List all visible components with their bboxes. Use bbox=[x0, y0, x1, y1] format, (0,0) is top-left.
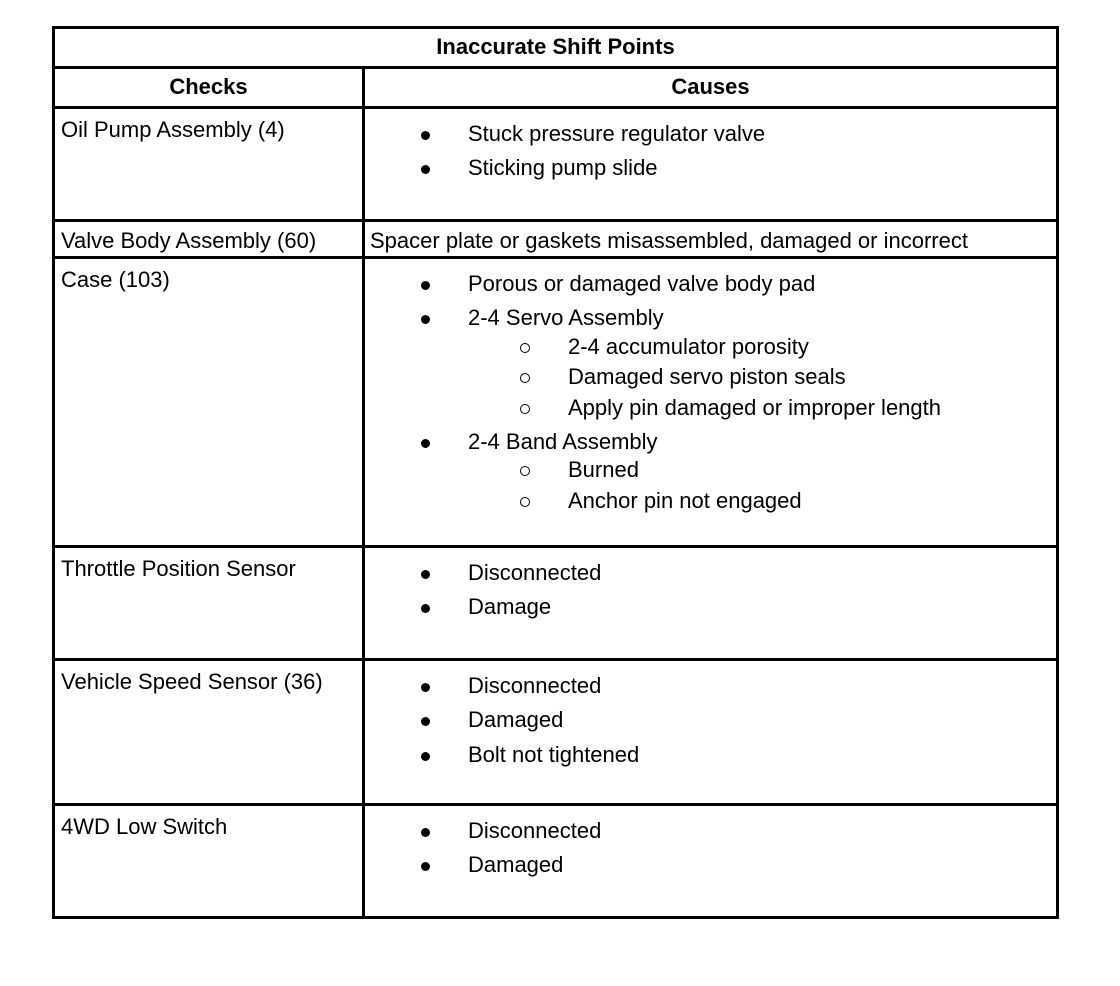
cause-item bbox=[365, 305, 1056, 421]
sub-cause-item: 2-4 accumulator porosity bbox=[468, 334, 1056, 360]
cause-list bbox=[365, 271, 1056, 514]
cause-item: Disconnected bbox=[365, 560, 1056, 586]
table-row bbox=[54, 221, 1058, 258]
causes-cell bbox=[364, 108, 1058, 221]
header-row bbox=[54, 68, 1058, 108]
sub-cause-item: Damaged servo piston seals bbox=[468, 364, 1056, 390]
sub-cause-list bbox=[468, 334, 1056, 421]
causes-cell: Spacer plate or gaskets misassembled, damaged or incorrect bbox=[364, 221, 1058, 258]
cause-item: Disconnected bbox=[365, 673, 1056, 699]
table-row bbox=[54, 258, 1058, 547]
cause-item: Sticking pump slide bbox=[365, 155, 1056, 181]
cause-item: Damage bbox=[365, 594, 1056, 620]
sub-cause-list bbox=[468, 457, 1056, 514]
check-cell: 4WD Low Switch bbox=[54, 805, 364, 918]
cause-item: Damaged bbox=[365, 707, 1056, 733]
title-row bbox=[54, 28, 1058, 68]
cause-list bbox=[365, 673, 1056, 768]
table-row bbox=[54, 108, 1058, 221]
cause-item: Damaged bbox=[365, 852, 1056, 878]
sub-cause-item: Burned bbox=[468, 457, 1056, 483]
sub-cause-item: Apply pin damaged or improper length bbox=[468, 395, 1056, 421]
causes-cell bbox=[364, 805, 1058, 918]
cause-list bbox=[365, 121, 1056, 182]
causes-cell bbox=[364, 547, 1058, 660]
table-row bbox=[54, 805, 1058, 918]
cause-item: Bolt not tightened bbox=[365, 742, 1056, 768]
cause-item: Stuck pressure regulator valve bbox=[365, 121, 1056, 147]
cause-list bbox=[365, 818, 1056, 879]
check-cell: Throttle Position Sensor bbox=[54, 547, 364, 660]
causes-cell bbox=[364, 660, 1058, 805]
cause-text: Porous or damaged valve body pad bbox=[468, 271, 816, 296]
cause-item bbox=[365, 271, 1056, 297]
cause-list bbox=[365, 560, 1056, 621]
table-row bbox=[54, 660, 1058, 805]
check-cell: Oil Pump Assembly (4) bbox=[54, 108, 364, 221]
sub-cause-item: Anchor pin not engaged bbox=[468, 488, 1056, 514]
causes-cell bbox=[364, 258, 1058, 547]
cause-text: 2-4 Servo Assembly bbox=[468, 305, 664, 331]
table-title: Inaccurate Shift Points bbox=[54, 28, 1058, 68]
header-checks: Checks bbox=[54, 68, 364, 108]
cause-item bbox=[365, 429, 1056, 514]
check-cell: Vehicle Speed Sensor (36) bbox=[54, 660, 364, 805]
header-causes: Causes bbox=[364, 68, 1058, 108]
cause-text: 2-4 Band Assembly bbox=[468, 428, 658, 454]
diagnostic-table bbox=[52, 26, 1059, 919]
check-cell: Case (103) bbox=[54, 258, 364, 547]
cause-item: Disconnected bbox=[365, 818, 1056, 844]
check-cell: Valve Body Assembly (60) bbox=[54, 221, 364, 258]
table-row bbox=[54, 547, 1058, 660]
